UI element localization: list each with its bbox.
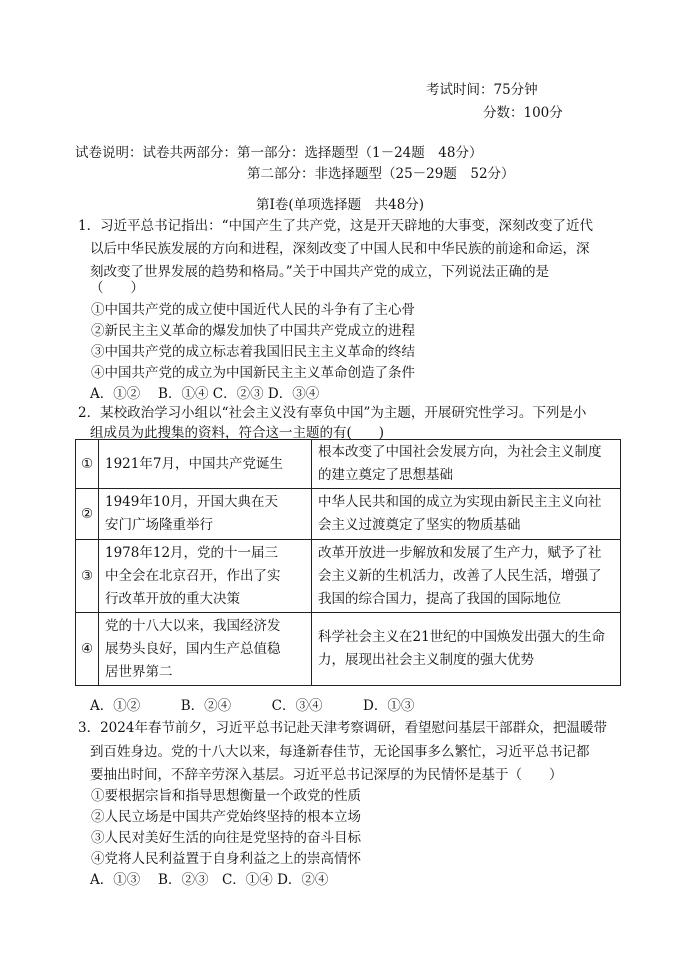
- meaning-cell: [312, 489, 621, 540]
- meaning-text: 根本改变了中国社会发展方向，为社会主义制度: [318, 444, 602, 460]
- row-number: ①: [76, 440, 99, 489]
- exam-time: 考试时间：75分钟: [426, 82, 538, 98]
- event-text: 1921年7月，中国共产党诞生: [105, 455, 283, 472]
- q1-options: A．①② B．①④ C．②③ D．③④: [90, 386, 320, 402]
- q3-stem-line: 到百姓身边。党的十八大以来，每逢新春佳节，无论国事多么繁忙，习近平总书记都: [90, 744, 590, 760]
- row-number: ③: [76, 540, 99, 613]
- event-text: 1978年12月，党的十一届三: [105, 544, 279, 561]
- event-text: 中全会在北京召开，作出了实: [105, 567, 281, 584]
- q1-item: ③中国共产党的成立标志着我国旧民主主义革命的终结: [91, 344, 415, 360]
- q1-item: ②新民主主义革命的爆发加快了中国共产党成立的进程: [91, 323, 415, 339]
- event-text: 行改革开放的重大决策: [105, 590, 240, 607]
- meaning-text: 力，展现出社会主义制度的强大优势: [318, 652, 534, 668]
- event-text: 安门广场隆重举行: [105, 517, 213, 533]
- q3-item: ①要根据宗旨和指导思想衡量一个政党的性质: [91, 788, 361, 804]
- event-text: 1949年10月，开国大典在天: [105, 494, 279, 510]
- instructions-line-1: 试卷说明：试卷共两部分：第一部分：选择题型（1－24题 48分）: [75, 145, 483, 161]
- meaning-text: 我国的综合国力，提高了我国的国际地位: [318, 590, 561, 607]
- meaning-cell: [312, 440, 621, 489]
- event-cell: [99, 489, 312, 540]
- table-row: [76, 540, 621, 613]
- meaning-cell: [312, 613, 621, 686]
- q1-stem-line: 以后中华民族发展的方向和进程，深刻改变了中国人民和中华民族的前途和命运，深: [90, 241, 590, 257]
- q3-item: ④党将人民利益置于自身利益之上的崇高情怀: [91, 851, 361, 867]
- event-cell: [99, 440, 312, 489]
- q2-options: A．①② B．②④ C．③④ D．①③: [90, 698, 415, 714]
- q1-item: ④中国共产党的成立为中国新民主主义革命创造了条件: [91, 365, 415, 381]
- meaning-text: 中华人民共和国的成立为实现由新民主主义向社: [318, 494, 602, 510]
- q2-material-table: [75, 439, 621, 686]
- meaning-text: 改革开放进一步解放和发展了生产力，赋予了社: [318, 544, 602, 561]
- q3-stem-line: 3．2024年春节前夕，习近平总书记赴天津考察调研，看望慰问基层干部群众，把温暖带: [78, 720, 607, 736]
- meaning-text: 科学社会主义在21世纪的中国焕发出强大的生命: [318, 629, 606, 645]
- meaning-cell: [312, 540, 621, 613]
- meaning-text: 的建立奠定了思想基础: [318, 467, 453, 483]
- q3-item: ②人民立场是中国共产党始终坚持的根本立场: [91, 809, 361, 825]
- section-title: 第Ⅰ卷(单项选择题 共48分): [256, 197, 425, 213]
- q2-stem-line: 组成员为此搜集的资料，符合这一主题的有( ): [90, 425, 385, 441]
- event-text: 党的十八大以来，我国经济发: [105, 617, 281, 634]
- total-score: 分数：100分: [483, 105, 563, 121]
- row-number: ②: [76, 489, 99, 540]
- instructions-line-2: 第二部分：非选择题型（25－29题 52分）: [247, 166, 515, 182]
- table-row: [76, 489, 621, 540]
- event-cell: [99, 540, 312, 613]
- row-number: ④: [76, 613, 99, 686]
- q2-stem-line: 2．某校政治学习小组以“社会主义没有辜负中国”为主题，开展研究性学习。下列是小: [78, 405, 587, 421]
- q3-stem-line: 要抽出时间，不辞辛劳深入基层。习近平总书记深厚的为民情怀是基于（ ）: [90, 767, 563, 783]
- event-text: 展势头良好，国内生产总值稳: [105, 640, 281, 657]
- event-cell: [99, 613, 312, 686]
- event-text: 居世界第二: [105, 663, 173, 680]
- q3-item: ③人民对美好生活的向往是党坚持的奋斗目标: [91, 830, 361, 846]
- q1-item: ①中国共产党的成立使中国近代人民的斗争有了主心骨: [91, 302, 415, 318]
- q1-stem-line: 刻改变了世界发展的趋势和格局。”关于中国共产党的成立，下列说法正确的是: [90, 264, 550, 280]
- q3-options: A．①③ B．②③ C．①④ D．②④: [90, 872, 329, 888]
- q1-stem-line: 1．习近平总书记指出：“中国产生了共产党，这是开天辟地的大事变，深刻改变了近代: [78, 218, 593, 234]
- table-row: [76, 440, 621, 489]
- table-row: [76, 613, 621, 686]
- meaning-text: 会主义过渡奠定了坚实的物质基础: [318, 517, 521, 533]
- q1-answer-blank: （ ）: [90, 280, 144, 296]
- meaning-text: 会主义新的生机活力，改善了人民生活，增强了: [318, 567, 602, 584]
